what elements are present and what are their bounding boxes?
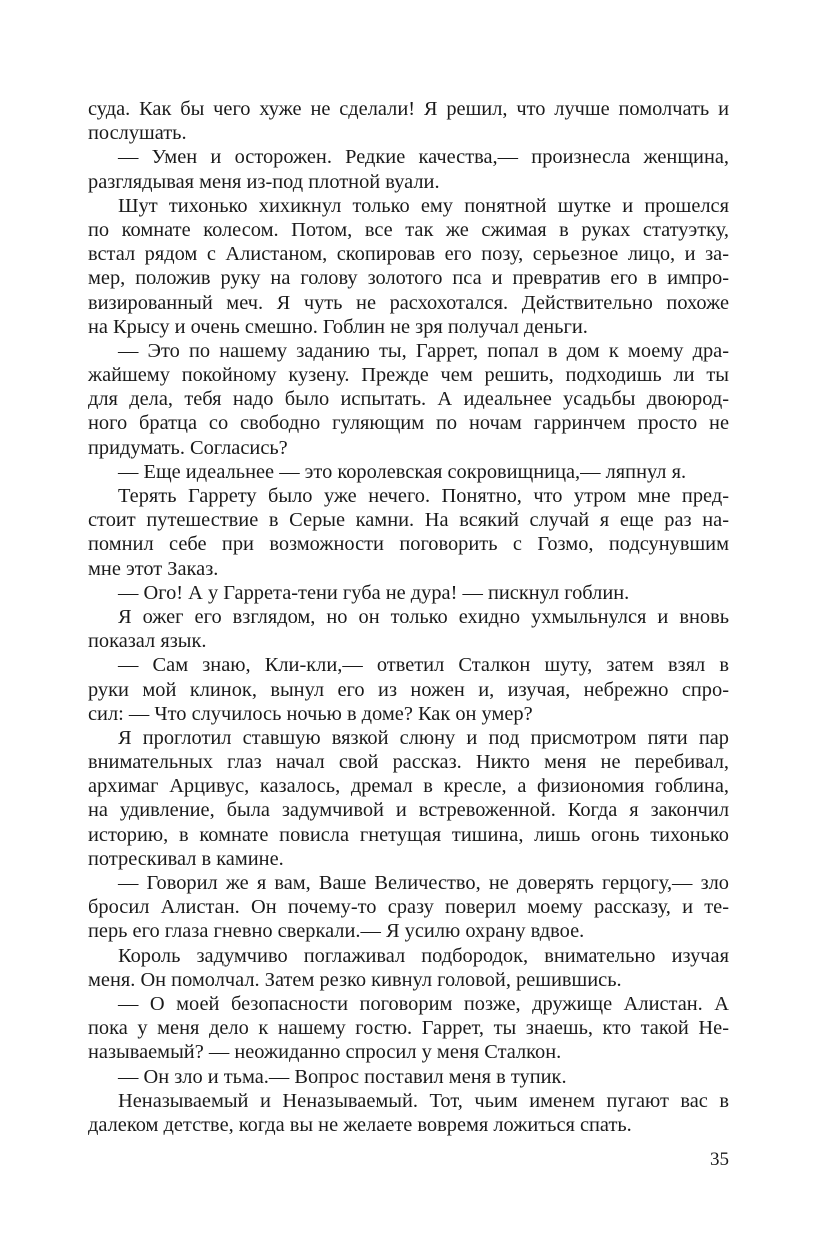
text-line: на удивление, была задумчивой и встревоженной. Когда я закончил bbox=[88, 799, 729, 822]
text-line: показал язык. bbox=[88, 630, 207, 653]
text-line: внимательных глаз начал свой рассказ. Никто меня не перебивал, bbox=[88, 751, 729, 774]
paragraph bbox=[88, 726, 729, 871]
text-line: встал рядом с Алистаном, скопировав его позу, серьезное лицо, и за- bbox=[88, 243, 729, 266]
text-line: для дела, тебя надо было испытать. А идеальнее усадьбы двоюрод- bbox=[88, 388, 729, 411]
text-line: — Это по нашему заданию ты, Гаррет, попал в дом к моему дра- bbox=[118, 339, 729, 362]
text-line: потрескивал в камине. bbox=[88, 847, 284, 870]
text-line: бросил Алистан. Он почему-то сразу поверил моему рассказу, и те- bbox=[88, 896, 729, 919]
paragraph bbox=[88, 1089, 729, 1137]
paragraph bbox=[88, 460, 729, 484]
text-line: Я ожег его взглядом, но он только ехидно ухмыльнулся и вновь bbox=[118, 605, 729, 628]
paragraph bbox=[88, 97, 729, 145]
text-line: сил: — Что случилось ночью в доме? Как он умер? bbox=[88, 702, 533, 725]
text-line: стоит путешествие в Серые камни. На всякий случай я еще раз на- bbox=[88, 509, 729, 532]
text-line: по комнате колесом. Потом, все так же сжимая в руках статуэтку, bbox=[88, 218, 729, 241]
page-number: 35 bbox=[710, 1149, 729, 1170]
text-line: мне этот Заказ. bbox=[88, 557, 219, 580]
paragraph bbox=[88, 871, 729, 944]
text-line: — Говорил же я вам, Ваше Величество, не доверять герцогу,— зло bbox=[118, 872, 729, 894]
text-line: — Умен и осторожен. Редкие качества,— произнесла женщина, bbox=[118, 146, 729, 169]
paragraph bbox=[88, 944, 729, 992]
text-line: суда. Как бы чего хуже не сделали! Я решил, что лучше помолчать и bbox=[88, 98, 729, 120]
text-line: мер, положив руку на голову золотого пса и превратив его в импро- bbox=[88, 267, 729, 290]
text-line: историю, в комнате повисла гнетущая тишина, лишь огонь тихонько bbox=[88, 823, 729, 846]
text-line: жайшему покойному кузену. Прежде чем решить, подходишь ли ты bbox=[88, 364, 729, 387]
text-line: на Крысу и очень смешно. Гоблин не зря получал деньги. bbox=[88, 315, 588, 338]
text-line: — Еще идеальнее — это королевская сокровищница,— ляпнул я. bbox=[118, 460, 687, 483]
body-text bbox=[88, 97, 729, 1137]
paragraph bbox=[88, 339, 729, 460]
text-line: ного братца со свободно гуляющим по ночам гарринчем просто не bbox=[88, 412, 729, 435]
paragraph bbox=[88, 194, 729, 339]
paragraph bbox=[88, 145, 729, 193]
paragraph bbox=[88, 605, 729, 653]
paragraph bbox=[88, 484, 729, 581]
text-line: разглядывая меня из-под плотной вуали. bbox=[88, 170, 440, 193]
text-line: Терять Гаррету было уже нечего. Понятно, что утром мне пред- bbox=[118, 485, 729, 507]
text-line: послушать. bbox=[88, 122, 187, 145]
text-line: помнил себе при возможности поговорить с Гозмо, подсунувшим bbox=[88, 533, 729, 556]
paragraph bbox=[88, 653, 729, 726]
text-line: далеком детстве, когда вы не желаете вовремя ложиться спать. bbox=[88, 1113, 632, 1136]
text-line: архимаг Арцивус, казалось, дремал в кресле, а физиономия гоблина, bbox=[88, 775, 729, 798]
text-line: — Ого! А у Гаррета-тени губа не дура! — пискнул гоблин. bbox=[118, 581, 630, 604]
text-line: придумать. Согласись? bbox=[88, 436, 288, 459]
paragraph bbox=[88, 581, 729, 605]
text-line: Я проглотил ставшую вязкой слюну и под присмотром пяти пар bbox=[118, 726, 729, 749]
text-line: — Он зло и тьма.— Вопрос поставил меня в тупик. bbox=[118, 1065, 567, 1088]
text-line: — О моей безопасности поговорим позже, дружище Алистан. А bbox=[118, 992, 729, 1015]
text-line: визированный меч. Я чуть не расхохотался. Действительно похоже bbox=[88, 291, 729, 314]
text-line: меня. Он помолчал. Затем резко кивнул головой, решившись. bbox=[88, 968, 622, 991]
text-line: Неназываемый и Неназываемый. Тот, чьим именем пугают вас в bbox=[118, 1089, 729, 1112]
paragraph bbox=[88, 1065, 729, 1089]
paragraph bbox=[88, 992, 729, 1065]
text-line: называемый? — неожиданно спросил у меня Сталкон. bbox=[88, 1041, 562, 1064]
text-line: Шут тихонько хихикнул только ему понятной шутке и прошелся bbox=[118, 194, 729, 217]
text-line: руки мой клинок, вынул его из ножен и, изучая, небрежно спро- bbox=[88, 678, 729, 701]
text-line: — Сам знаю, Кли-кли,— ответил Сталкон шуту, затем взял в bbox=[118, 654, 729, 677]
text-line: перь его глаза гневно сверкали.— Я усилю охрану вдвое. bbox=[88, 920, 585, 943]
text-line: пока у меня дело к нашему гостю. Гаррет, ты знаешь, кто такой Не- bbox=[88, 1017, 729, 1040]
text-line: Король задумчиво поглаживал подбородок, внимательно изучая bbox=[118, 944, 729, 967]
